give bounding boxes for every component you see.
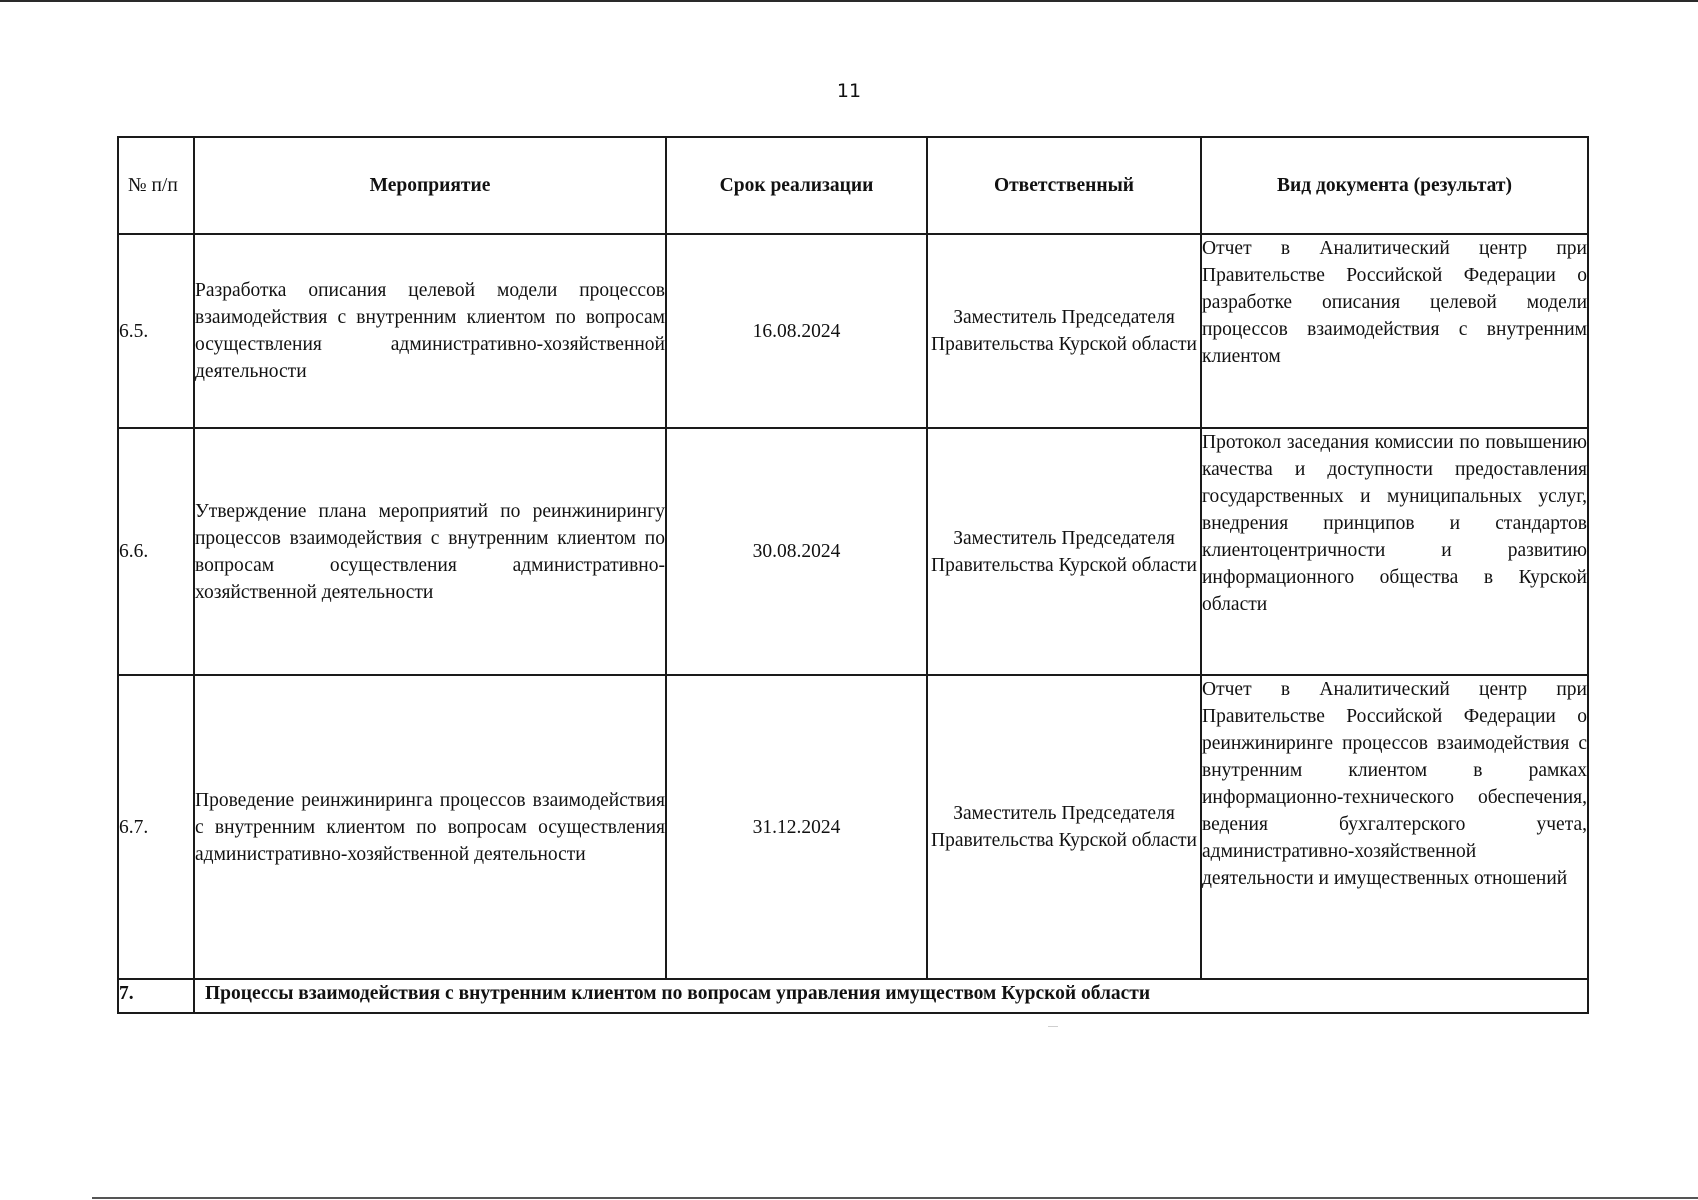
row-number: 6.7. — [118, 675, 194, 979]
header-number: № п/п — [118, 137, 194, 234]
row-deadline: 31.12.2024 — [666, 675, 927, 979]
page-number: 11 — [836, 80, 862, 102]
row-event: Утверждение плана мероприятий по реинжинирингу процессов взаимодействия с внутренним клиентом по вопросам осуществления административно-хозяйственной деятельности — [194, 428, 666, 675]
header-responsible: Ответственный — [927, 137, 1201, 234]
section-number: 7. — [118, 979, 194, 1013]
row-responsible: Заместитель Председателя Правительства Курской области — [927, 428, 1201, 675]
row-result: Протокол заседания комиссии по повышению качества и доступности предоставления государственных и муниципальных услуг, внедрения принципов и стандартов клиентоцентричности и развитию информационного общества в Курской области — [1201, 428, 1588, 675]
row-result: Отчет в Аналитический центр при Правительстве Российской Федерации о реинжиниринге процессов взаимодействия с внутренним клиентом в рамках информационно-технического обеспечения, ведения бухгалтерского учета, административно-хозяйственной деятельности и имущественных отношений — [1201, 675, 1588, 979]
section-row — [118, 979, 1588, 1013]
row-result: Отчет в Аналитический центр при Правительстве Российской Федерации о разработке описания целевой модели процессов взаимодействия с внутренним клиентом — [1201, 234, 1588, 428]
header-deadline: Срок реализации — [666, 137, 927, 234]
row-number: 6.5. — [118, 234, 194, 428]
row-responsible: Заместитель Председателя Правительства Курской области — [927, 675, 1201, 979]
header-result: Вид документа (результат) — [1201, 137, 1588, 234]
row-deadline: 30.08.2024 — [666, 428, 927, 675]
table-row — [118, 428, 1588, 675]
row-event: Проведение реинжиниринга процессов взаимодействия с внутренним клиентом по вопросам осуществления административно-хозяйственной деятельности — [194, 675, 666, 979]
table-row — [118, 234, 1588, 428]
row-responsible: Заместитель Председателя Правительства Курской области — [927, 234, 1201, 428]
table-header-row — [118, 137, 1588, 234]
row-event: Разработка описания целевой модели процессов взаимодействия с внутренним клиентом по вопросам осуществления административно-хозяйственной деятельности — [194, 234, 666, 428]
scan-bottom-border — [92, 1197, 1698, 1199]
action-plan-table — [117, 136, 1589, 1014]
scan-top-border — [0, 0, 1698, 2]
header-event: Мероприятие — [194, 137, 666, 234]
scan-artifact — [1048, 1026, 1058, 1027]
row-deadline: 16.08.2024 — [666, 234, 927, 428]
section-title: Процессы взаимодействия с внутренним клиентом по вопросам управления имуществом Курской области — [194, 979, 1588, 1013]
table-row — [118, 675, 1588, 979]
row-number: 6.6. — [118, 428, 194, 675]
